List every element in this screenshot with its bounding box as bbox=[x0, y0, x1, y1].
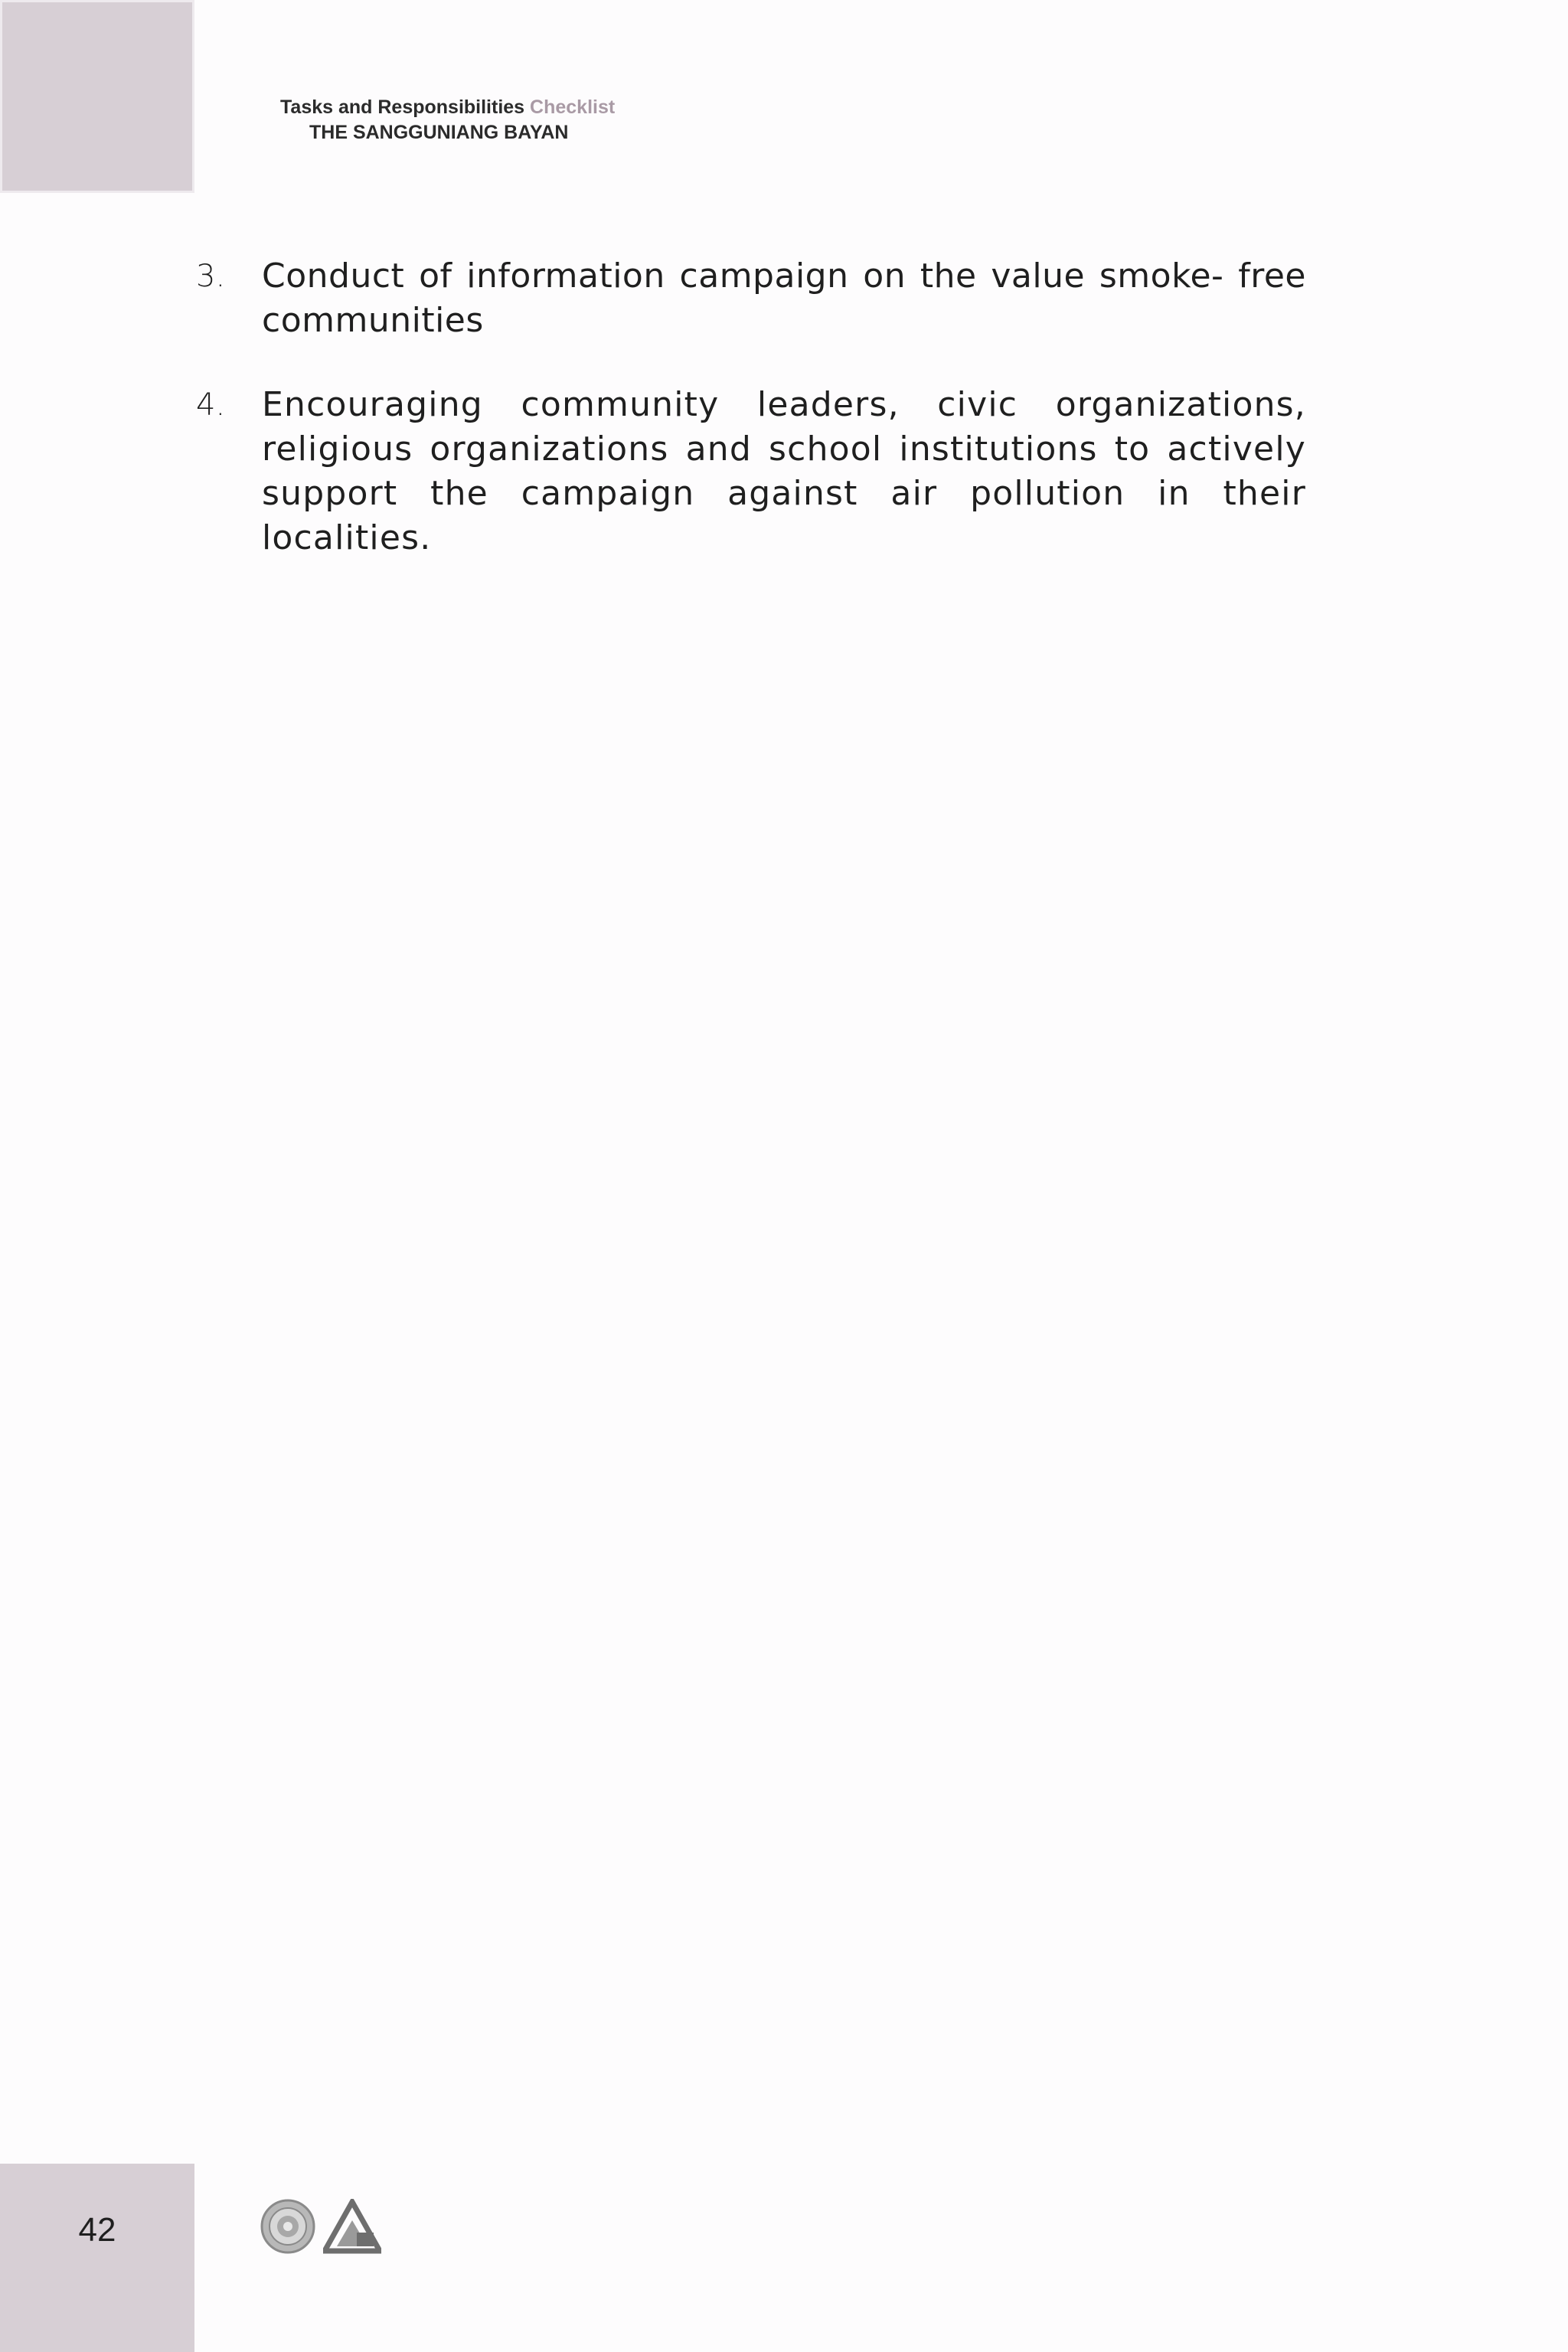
header-title: Tasks and Responsibilities bbox=[280, 96, 525, 118]
list-item bbox=[196, 254, 1306, 343]
running-header bbox=[280, 95, 615, 145]
footer-color-block bbox=[0, 2164, 194, 2352]
list-item bbox=[196, 383, 1306, 560]
header-title-accent: Checklist bbox=[530, 96, 616, 118]
checklist-content bbox=[196, 254, 1306, 600]
list-item-text: Encouraging community leaders, civic organizations, religious organizations and school institutions to actively support the campaign against air pollution in their localities. bbox=[262, 385, 1306, 557]
list-item-number: 3. bbox=[196, 259, 226, 294]
lga-logo-icon bbox=[323, 2199, 381, 2257]
list-item-text: Conduct of information campaign on the value smoke- free communities bbox=[262, 256, 1306, 340]
header-subtitle: THE SANGGUNIANG BAYAN bbox=[309, 122, 569, 143]
header-color-block bbox=[0, 0, 194, 193]
running-header-line1 bbox=[280, 95, 615, 120]
list-item-number: 4. bbox=[196, 387, 226, 423]
page-number: 42 bbox=[78, 2211, 116, 2249]
seal-logo-icon bbox=[260, 2199, 315, 2257]
footer-logos bbox=[260, 2199, 381, 2257]
